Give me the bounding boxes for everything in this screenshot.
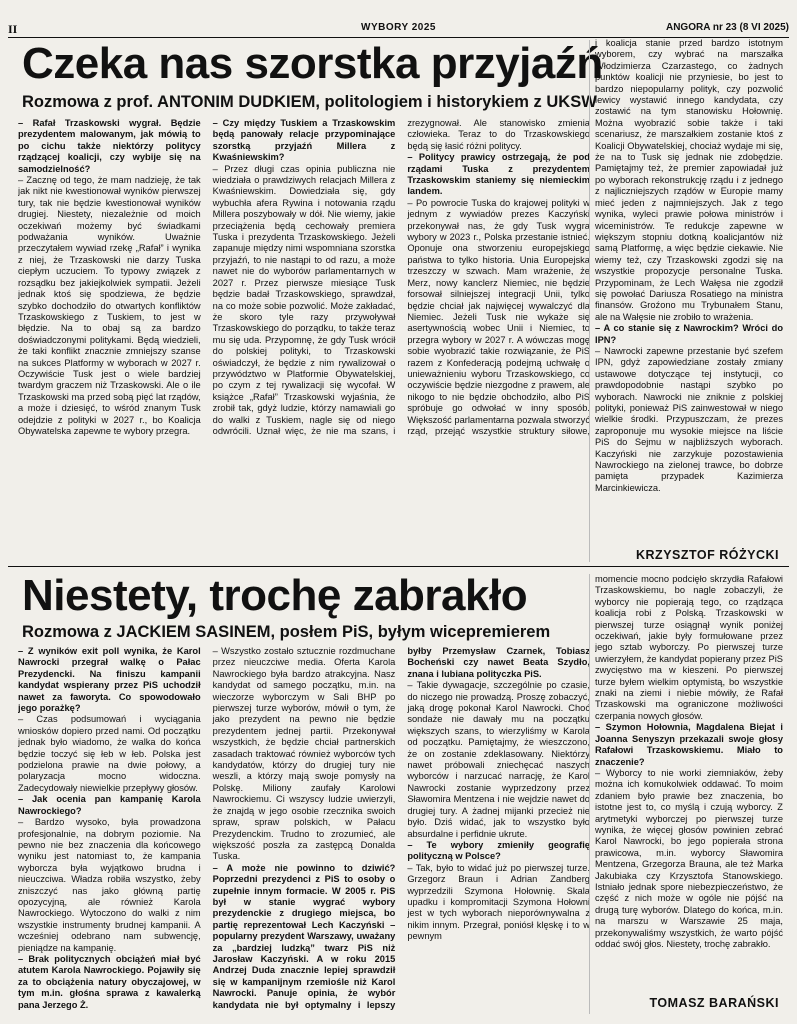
- interview-question: – Politycy prawicy ostrzegają, że pod rządami Tuska z prezydentem Trzaskowskim staniemy się niemieckim landem.: [407, 152, 590, 197]
- article2-right-column: [595, 574, 783, 1004]
- interview-answer: – Takie dywagacje, szczególnie po czasie, do niczego nie prowadzą. Proszę zobaczyć, jaką drogę pokonał Karol Nawrocki. Choć sondaże nie dawały mu na początku większych szans, to wierzyliśmy w Karola od początku. Pamiętajmy, że wieszczono, że on zostanie zdeklasowany. Niektórzy nawet próbowali zniechęcać naszych wyborców i narzucać narrację, że Karol Nawrocki zostanie wyprzedzony przez Sławomira Mentzena i nie wejdzie nawet do drugiej tury. A żadnej mijanki przecież nie było. Dziś widać, jak to wszystko było absurdalne i perfidnie ukrute.: [407, 680, 590, 839]
- interview-answer: – Wszystko zostało sztucznie rozdmuchane przez nieuczciwe media. Oferta Karola Nawrockiego była bardzo atrakcyjna. Nasz kandydat od samego początku, m.in. na wieczorze wyborczym w Sali BHP po pierwszej turze wyborów, mówił o tym, że jako prezydent na pewno nie będzie prezydentem jednej partii. Przekonywał wszystkich, że będzie chciał partnerskich zasadach traktować również wyborców tych kandydatów, którzy do drugiej tury nie weszli, a którzy mają swoje pomysły na Polskę. Miliony zaufały Karolowi Nawrockiemu. Ci wszyscy ludzie uwierzyli, że znajdą w jego osobie rzecznika swoich spraw, spraw polskich, w Pałacu Prezydenckim. Trudno to zrozumieć, ale większość poszła za zastępcą Donalda Tuska.: [212, 646, 396, 862]
- section-title: WYBORY 2025: [361, 22, 436, 33]
- article2-body-columns: [18, 646, 590, 1016]
- interview-question: – A co stanie się z Nawrockim? Wróci do IPN?: [595, 323, 783, 345]
- interview-answer: – Bardzo wysoko, była prowadzona profesjonalnie, na dobrym poziomie. Na pewno nie bez znaczenia dla końcowego wyniku jest natomiast to, że kampania wyborcza była wyjątkowo brudna i nieuczciwa. Władza robiła wszystko, żeby zniszczyć nas jako główną partię opozycyjną, ale również Karola Nawrockiego. Wytoczono do walki z nim wszystkie instrumenty brudnej kampanii. A wcześniej odebrano nam subwencję, pieniądze na kampanię.: [18, 817, 201, 953]
- interview-question: – Jak ocenia pan kampanię Karola Nawrockiego?: [18, 794, 201, 816]
- issue-info: ANGORA nr 23 (8 VI 2025): [665, 22, 789, 33]
- article2-author: TOMASZ BARAŃSKI: [649, 996, 779, 1010]
- article2-subheadline: Rozmowa z JACKIEM SASINEM, posłem PiS, byłym wicepremierem: [22, 623, 551, 641]
- page-number: II: [8, 22, 18, 36]
- interview-answer: momencie mocno podcięło skrzydła Rafałowi Trzaskowskiemu, bo nagle zobaczyli, że wyborcy nie popierają tego, co rządząca koalicja robi z Polską. Trzaskowski w pierwszej turze osiągnął wynik poniżej oczekiwań, jakie były formułowane przez jego sztab wyborczy. Po pierwszej turze uwierzyłem, że kandydat popierany przez PiS zwycięstwo ma w kieszeni. Po pierwszej turze byłem wielkim optymistą, bo wszystkie znaki na ziemi i niebie mówiły, że Rafał Trzaskowski ma ograniczone możliwości czerpania nowych głosów.: [595, 574, 783, 721]
- running-header: [8, 22, 789, 36]
- interview-question: – Czy między Tuskiem a Trzaskowskim będą panowały relacje przypominające szorstką przyjaźń Millera z Kwaśniewskim?: [212, 118, 396, 163]
- interview-question: – A może nie powinno to dziwić? Poprzedni prezydenci z PiS to osoby o zupełnie innym formacie. W 2005 r. PiS był w stanie wygrać wybory prezydenckie z drugiego miejsca, bo partię reprezentował Lech Kaczyński – popularny prezydent Warszawy, uważany za „bardziej ludzką” twarz PiS niż Jarosław Kaczyński. A w roku 2015 Andrzej Duda znacznie lepiej sprawdził się w kampanijnym rzemiośle niż Karol Nawrocki. Panuje opinia, że wybór kandydata nie był optymalny i lepszy byłby Przemysław Czarnek, Tobiasz Bocheński czy nawet Beata Szydło, znana i lubiana polityczka PiS.: [212, 646, 590, 1010]
- column-divider: [589, 40, 590, 562]
- article1-body-columns: [18, 118, 590, 438]
- article-separator: [8, 566, 789, 567]
- interview-answer: – Czas podsumowań i wyciągania wniosków dopiero przed nami. Od początku jednak było wiadomo, że walka do końca będzie toczyć się łeb w łeb. Polska jest podzielona prawie na dwie połowy, a polaryzacja mocno widoczna. Zadecydowały niewielkie przepływy głosów.: [18, 714, 201, 793]
- interview-answer: – Zacznę od tego, że mam nadzieję, że tak jak nikt nie kwestionował wyników pierwszej tury, tak nie będzie kwestionował wyników drugiej. Niestety, niezależnie od moich oczekiwań możemy być świadkami podważania wyników. Uważnie przeczytałem wywiad rzekę „Rafał” i wynika z niej, że Trzaskowski nie darzy Tuska ciepłym uczuciem. To typowy związek z rozsądku bez jakiejkolwiek sympatii. Jeżeli jednak ktoś się spodziewa, że będzie szybko dochodziło do otwartych konfliktów Trzaskowskiego z Tuskiem, to jest w błędzie. Na to obaj są za bardzo doświadczonymi politykami. Będą wiedzieli, że taki konflikt znacznie zmniejszy szanse na sukces Platformy w wyborach w 2027 r. Oczywiście Tusk jest o wiele bardziej twardym graczem niż Trzaskowski. Ale o ile Trzaskowski ma przed sobą pięć lat rządów, a może i dziesięć, to wśród znanym Tusk odejdzie z polityki w 2027 r., bo Koalicja Obywatelska zapewne te wybory przegra.: [18, 175, 201, 436]
- interview-answer: – Wyborcy to nie worki ziemniaków, żeby można ich komukolwiek oddawać. To moim zdaniem było prawie bez znaczenia, bo istotne jest to, co myślą i czują wyborcy. Z arytmetyki wyborczej po pierwszej turze wynika, że więcej głosów powinien zebrać Karol Nawrocki, bo jego popierała strona prawicowa, m.in. wyborcy Sławomira Mentzena, Grzegorza Brauna, ale też Marka Jakubiaka czy Krzysztofa Stanowskiego. Istniało jednak spore niebezpieczeństwo, że część z nich może w ogóle nie pójść na drugą turę wyborów. Dlatego do końca, m.in. na marszu w Warszawie 25 maja, przekonywaliśmy wszystkich, że warto pójść oddać swój głos. Niestety, trochę zabrakło.: [595, 767, 783, 949]
- interview-question: – Rafał Trzaskowski wygrał. Będzie prezydentem malowanym, jak mówią to po cichu także niektórzy politycy rządzącej koalicji, czy wybije się na samodzielność?: [18, 118, 201, 174]
- article2-headline: Niestety, trochę zabrakło: [22, 571, 528, 620]
- article1-right-column: [595, 38, 783, 558]
- interview-question: – Z wyników exit poll wynika, że Karol Nawrocki przegrał walkę o Pałac Prezydencki. Na finiszu kampanii kandydat wspierany przez PiS uchodził nawet za faworyta. Co spowodowało jego porażkę?: [18, 646, 201, 714]
- interview-question: – Szymon Hołownia, Magdalena Biejat i Joanna Senyszyn przekazali swoje głosy Rafałowi Trzaskowskiemu. Miało to znaczenie?: [595, 722, 783, 767]
- interview-question: – Te wybory zmieniły geografię polityczną w Polsce?: [407, 839, 590, 862]
- article1-subheadline: Rozmowa z prof. ANTONIM DUDKIEM, politologiem i historykiem z UKSW: [22, 93, 597, 111]
- interview-answer: – Przez długi czas opinia publiczna nie wiedziała o prawdziwych relacjach Millera z Kwaśniewskim. Dowiedziała się, gdy wybuchła afera Rywina i notowania rządu Millera poszybowały w dół. Nie wiemy, jakie przeciążenia będą cechowały premiera Tuska i prezydenta Trzaskowskiego. Jeżeli zapanuje między nimi wspomniana szorstka przyjaźń, to nie nastąpi to od razu, a może nawet nie do wyborów parlamentarnych w 2027 r. Przez pierwsze miesiące Tusk będzie badał Trzaskowskiego, sprawdzał, na co może sobie pozwolić. Może zakładać, że skoro tyle razy przywoływał Trzaskowskiego do porządku, to także teraz mu się uda. Przypomnę, że gdy Tusk wrócił do polskiej polityki, to Trzaskowski oświadczył, że będzie z nim rywalizował o przywództwo w Platformie Obywatelskiej, po czym z tej rywalizacji się wycofał. W książce „Rafał” Trzaskowski wyjaśnia, że zrobił tak, gdyż ludzie, którzy namawiali go do walki z Tuskiem, nagle się od niego odwrócili. Uznał więc, że nie ma szans, i zrezygnował. Ale stanowisko zmienia człowieka. Teraz to do Trzaskowskiego będą się łasić różni politycy.: [212, 118, 590, 436]
- article1-author: KRZYSZTOF RÓŻYCKI: [636, 548, 779, 562]
- interview-answer: – Tak, było to widać już po pierwszej turze. Grzegorz Braun i Adrian Zandberg wyprzedzili Szymona Hołownię. Skala upadku i kompromitacji Szymona Hołowni jest w tych wyborach nieporównywalna z nikim innym. Przegrał, poniósł klęskę i to w pewnym: [407, 862, 590, 942]
- interview-answer: – Po powrocie Tuska do krajowej polityki w jednym z wywiadów prezes Kaczyński przekonywał nas, że gdy Tusk wygra wybory w 2023 r., Polska przestanie istnieć. Oponuje ona stworzeniu europejskiego państwa to tylko historia. Unia Europejska trzeszczy w szwach. Mam wrażenie, że Merz, nowy kanclerz Niemiec, nie będzie forsował silniejszej integracji Unii, tylko będzie chciał jak najwięcej wywalczyć dla Niemiec. Jeżeli Tusk nie wykaże się asertywnością wobec Unii i Niemiec, to przegra wybory w 2027 r. A wówczas mogę sobie wyobrazić takie rozwiązanie, że PiS razem z Konfederacją podejmą uchwałę o unieważnieniu wyboru Trzaskowskiego, co oczywiście będzie niezgodne z prawem, ale nikogo to nie będzie obchodziło, albo PiS spróbuje go odwołać w inny sposób. Większość parlamentarna pozwala stworzyć rząd, przejąć wszystkie struktury siłowe,: [407, 197, 590, 436]
- interview-answer: – Nawrocki zapewne przestanie być szefem IPN, gdyż zapowiedziane zostały zmiany ustawowe dotyczące tej instytucji, co prawdopodobnie nastąpi szybko po wyborach. Nawrocki nie zniknie z polskiej polityki, ponieważ PiS zainwestował w niego wielkie środki. Przypuszczam, że prezes zaproponuje mu wysokie miejsce na liście PiS do Sejmu w najbliższych wyborach. Kaczyński nie zarzykuje pozostawienia Nawrockiego na zielonej trawce, bo dobrze pamięta przypadek Kazimierza Marcinkiewicza.: [595, 345, 783, 493]
- column-divider: [589, 574, 590, 1014]
- interview-question: – Brak politycznych obciążeń miał być atutem Karola Nawrockiego. Pojawiły się za to obciążenia natury obyczajowej, w tym m.in. głośna sprawa z kawalerką pana Jerzego Ż.: [18, 953, 201, 1010]
- interview-answer: i koalicja stanie przed bardzo istotnym wyborem, czy wybrać na marszałka Włodzimierza Czarzastego, co żadnych punktów koalicji nie przyniesie, bo jest to bardzo niepopularny polityk, czy pozwolić lewicy wystawić innego kandydata, czy zostawić na tym stanowisku Hołownię. Można wyobrazić sobie także i taki scenariusz, że marszałkiem zostanie ktoś z Koalicji Obywatelskiej, chociaż wydaje mi się, że na to Tusk się jednak nie zdobędzie. Pamiętajmy też, że premier zapowiadał już po wyborach rekonstrukcję rządu i z jednego z najliczniejszych rządów w Europie mamy mieć jeden z najmniejszych. Jak z tego wynika, wyleci prawie połowa ministrów i wiceministrów. Te redukcje zapewne w większym stopniu dotkną koalicjantów niż samą Platformę, a więc będzie ciekawie. Nie wiemy też, czy Trzaskowski zgodzi się na wszystkie propozycje personalne Tuska. Przypominam, że Lech Wałęsa nie zgodził się powołać Dariusza Rosatiego na ministra finansów. Groźono mu Trybunałem Stanu, ale na Wałęsie nie zrobiło to wrażenia.: [595, 38, 783, 322]
- article1-headline: Czeka nas szorstka przyjaźń: [22, 39, 603, 88]
